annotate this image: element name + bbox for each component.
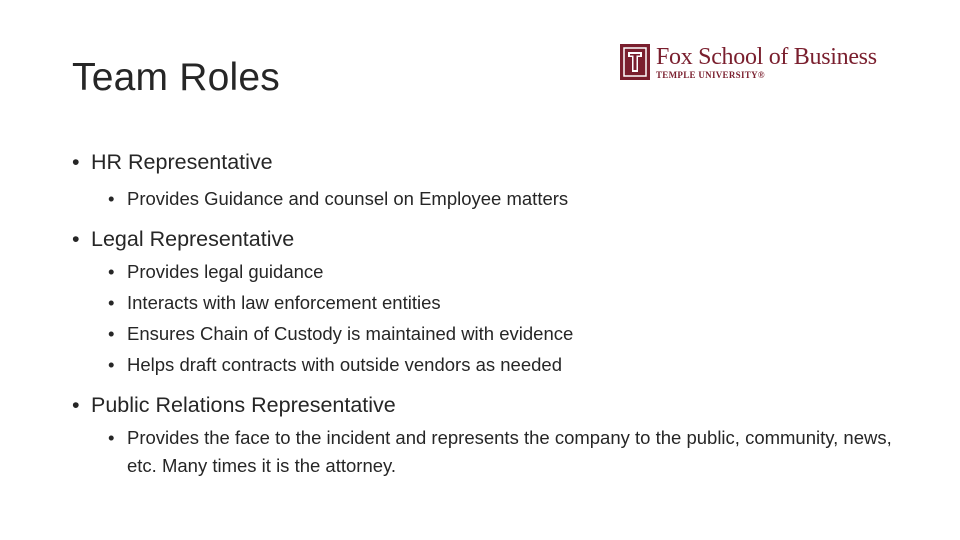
section-heading: Legal Representative — [91, 227, 295, 251]
fox-school-logo — [620, 44, 877, 80]
section-legal-items — [72, 256, 892, 380]
bullet: • — [72, 393, 80, 417]
logo-sub: TEMPLE UNIVERSITY® — [656, 69, 765, 80]
bullet: • — [108, 323, 115, 344]
list-item: • Provides Guidance and counsel on Employee matters — [72, 183, 892, 214]
list-item: • Provides legal guidance — [72, 256, 892, 287]
bullet: • — [72, 227, 80, 251]
section-hr-items — [72, 183, 892, 214]
section-heading: HR Representative — [91, 150, 273, 174]
list-item: • Helps draft contracts with outside vendors as needed — [72, 349, 892, 380]
list-item: • Ensures Chain of Custody is maintained with evidence — [72, 318, 892, 349]
slide-body — [72, 147, 892, 480]
bullet: • — [108, 261, 115, 282]
section-legal-heading — [72, 224, 892, 254]
temple-t-logo-icon — [620, 44, 650, 80]
slide-title: Team Roles — [72, 56, 280, 99]
bullet: • — [108, 292, 115, 313]
list-item: • Provides the face to the incident and represents the company to the public, community, news, etc. Many times it is the attorney. — [72, 424, 892, 480]
bullet: • — [108, 354, 115, 375]
section-pr-items — [72, 424, 892, 480]
logo-name: Fox School of Business — [656, 43, 877, 70]
list-item: • Interacts with law enforcement entities — [72, 287, 892, 318]
section-hr-heading — [72, 147, 892, 177]
section-heading: Public Relations Representative — [91, 393, 396, 417]
bullet: • — [72, 150, 80, 174]
section-pr-heading — [72, 390, 892, 420]
bullet: • — [108, 427, 115, 448]
bullet: • — [108, 188, 115, 209]
